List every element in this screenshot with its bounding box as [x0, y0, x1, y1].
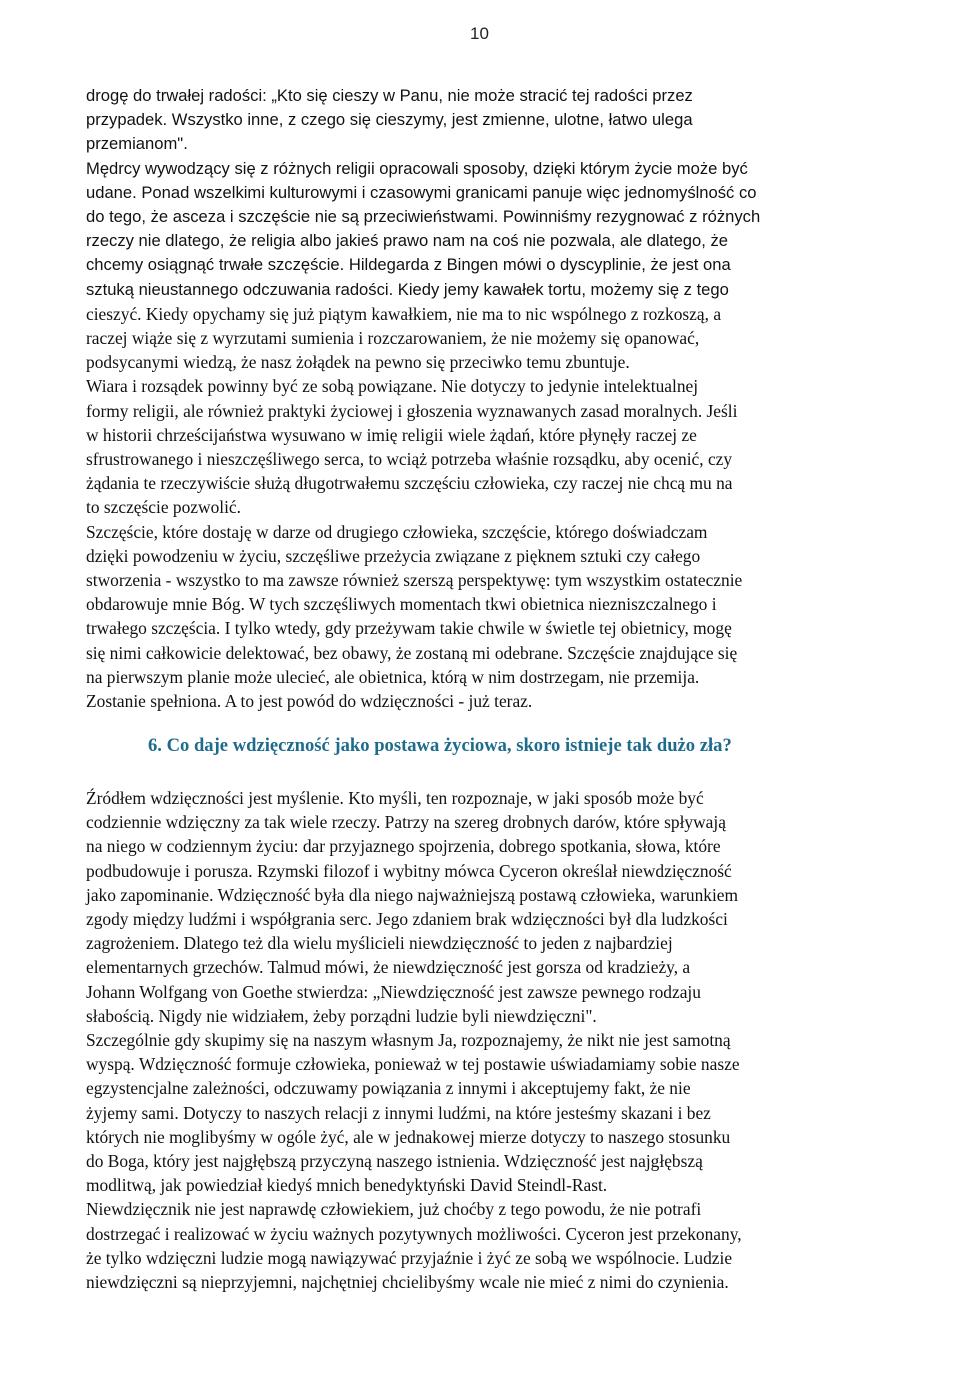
text-line: Szczęście, które dostaję w darze od drugiego człowieka, szczęście, którego doświadczam	[86, 521, 708, 542]
text-line: obdarowuje mnie Bóg. W tych szczęśliwych momentach tkwi obietnica niezniszczalnego i	[86, 594, 717, 615]
text-line: się nimi całkowicie delektować, bez obawy, że zostaną mi odebrane. Szczęście znajdujące się	[86, 642, 738, 663]
section-heading: 6. Co daje wdzięczność jako postawa życiowa, skoro istnieje tak dużo zła?	[148, 735, 732, 756]
text-line: Johann Wolfgang von Goethe stwierdza: „Niewdzięczność jest zawsze pewnego rodzaju	[86, 981, 701, 1002]
text-line: jako zapominanie. Wdzięczność była dla niego najważniejszą postawą człowieka, warunkiem	[86, 884, 739, 905]
text-line: żyjemy sami. Dotyczy to naszych relacji z innymi ludźmi, na które jesteśmy skazani i bez	[86, 1102, 711, 1123]
text-line: w historii chrześcijaństwa wysuwano w imię religii wiele żądań, które płynęły raczej ze	[86, 424, 697, 445]
text-line: trwałego szczęścia. I tylko wtedy, gdy przeżywam takie chwile w świetle tej obietnicy, mogę	[86, 618, 732, 639]
text-line: podsycanymi wiedzą, że nasz żołądek na pewno się przeciwko temu zbuntuje.	[86, 352, 630, 373]
text-line: dostrzegać i realizować w życiu ważnych pozytywnych możliwości. Cyceron jest przekonany,	[86, 1223, 742, 1244]
text-line: niewdzięczni są nieprzyjemni, najchętniej chcielibyśmy wcale nie mieć z nimi do czynienia.	[86, 1272, 729, 1293]
text-line: podbudowuje i porusza. Rzymski filozof i wybitny mówca Cyceron określał niewdzięczność	[86, 860, 732, 881]
text-line: przemianom".	[86, 134, 188, 154]
text-line: raczej wiąże się z wyrzutami sumienia i rozczarowaniem, że nie możemy się opanować,	[86, 328, 700, 349]
text-line: sfrustrowanego i nieszczęśliwego serca, to wciąż potrzeba właśnie rozsądku, aby ocenić, czy	[86, 449, 733, 470]
text-line: drogę do trwałej radości: „Kto się cieszy w Panu, nie może stracić tej radości przez	[86, 86, 693, 105]
text-line: to szczęście pozwolić.	[86, 497, 241, 518]
text-line: Szczególnie gdy skupimy się na naszym własnym Ja, rozpoznajemy, że nikt nie jest samotną	[86, 1030, 731, 1051]
text-line: których nie moglibyśmy w ogóle żyć, ale w jednakowej mierze dotyczy to naszego stosunku	[86, 1126, 731, 1147]
text-line: na pierwszym planie może ulecieć, ale obietnica, którą w nim dostrzegam, nie przemija.	[86, 666, 700, 687]
text-line: na niego w codziennym życiu: dar przyjaznego spojrzenia, dobrego spotkania, słowa, które	[86, 836, 721, 857]
text-line: udane. Ponad wszelkimi kulturowymi i czasowymi granicami panuje więc jednomyślność co	[86, 182, 757, 202]
text-line: egzystencjalne zależności, odczuwamy powiązania z innymi i akceptujemy fakt, że nie	[86, 1078, 691, 1099]
text-line: Wiara i rozsądek powinny być ze sobą powiązane. Nie dotyczy to jedynie intelektualnej	[86, 376, 699, 397]
text-line: dzięki powodzeniu w życiu, szczęśliwe przeżycia związane z pięknem sztuki czy całego	[86, 545, 701, 566]
page-number: 10	[470, 24, 489, 43]
text-line: formy religii, ale również praktyki życiowej i głoszenia wyznawanych zasad moralnych. Jeśli	[86, 400, 738, 421]
text-line: do Boga, który jest najgłębszą przyczyną naszego istnienia. Wdzięczność jest najgłębszą	[86, 1151, 703, 1172]
text-line: Niewdzięcznik nie jest naprawdę człowiekiem, już choćby z tego powodu, że nie potrafi	[86, 1199, 702, 1220]
text-line: stworzenia - wszystko to ma zawsze również szerszą perspektywę: tym wszystkim ostatecznie	[86, 570, 743, 591]
text-line: Mędrcy wywodzący się z różnych religii opracowali sposoby, dzięki którym życie może być	[86, 158, 748, 178]
text-line: żądania te rzeczywiście służą długotrwałemu szczęściu człowieka, czy raczej nie chcą mu na	[86, 473, 733, 494]
text-line: modlitwą, jak powiedział kiedyś mnich benedyktyński David Steindl-Rast.	[86, 1175, 608, 1196]
text-line: przypadek. Wszystko inne, z czego się cieszymy, jest zmienne, ulotne, łatwo ulega	[86, 110, 693, 130]
text-line: zgody między ludźmi i współgrania serc. Jego zdaniem brak wdzięczności był dla ludzkości	[86, 909, 728, 930]
text-line: zagrożeniem. Dlatego też dla wielu myślicieli niewdzięczność to jeden z najbardziej	[86, 933, 673, 954]
text-line: elementarnych grzechów. Talmud mówi, że niewdzięczność jest gorsza od kradzieży, a	[86, 957, 691, 978]
text-line: chcemy osiągnąć trwałe szczęście. Hildegarda z Bingen mówi o dyscyplinie, że jest ona	[86, 255, 731, 275]
text-line: słabością. Nigdy nie widziałem, żeby porządni ludzie byli niewdzięczni".	[86, 1005, 597, 1026]
text-line: wyspą. Wdzięczność formuje człowieka, ponieważ w tej postawie uświadamiamy sobie nasze	[86, 1054, 740, 1075]
text-line: że tylko wdzięczni ludzie mogą nawiązywać przyjaźnie i żyć ze sobą we wspólnocie. Ludzie	[86, 1247, 733, 1268]
text-line: Źródłem wdzięczności jest myślenie. Kto myśli, ten rozpoznaje, w jaki sposób może być	[86, 788, 704, 808]
text-line: do tego, że asceza i szczęście nie są przeciwieństwami. Powinniśmy rezygnować z różnych	[86, 207, 761, 227]
text-line: rzeczy nie dlatego, że religia albo jakieś prawo nam na coś nie pozwala, ale dlatego, że	[86, 231, 728, 251]
body-text-block-1	[86, 84, 906, 713]
body-text-block-2	[86, 786, 906, 1294]
text-line: sztuką nieustannego odczuwania radości. Kiedy jemy kawałek tortu, możemy się z tego	[86, 279, 729, 299]
text-line: Zostanie spełniona. A to jest powód do wdzięczności - już teraz.	[86, 691, 533, 712]
text-line: codziennie wdzięczny za tak wiele rzeczy. Patrzy na szereg drobnych darów, które spływają	[86, 812, 726, 833]
text-line: cieszyć. Kiedy opychamy się już piątym kawałkiem, nie ma to nic wspólnego z rozkoszą, a	[86, 303, 722, 324]
